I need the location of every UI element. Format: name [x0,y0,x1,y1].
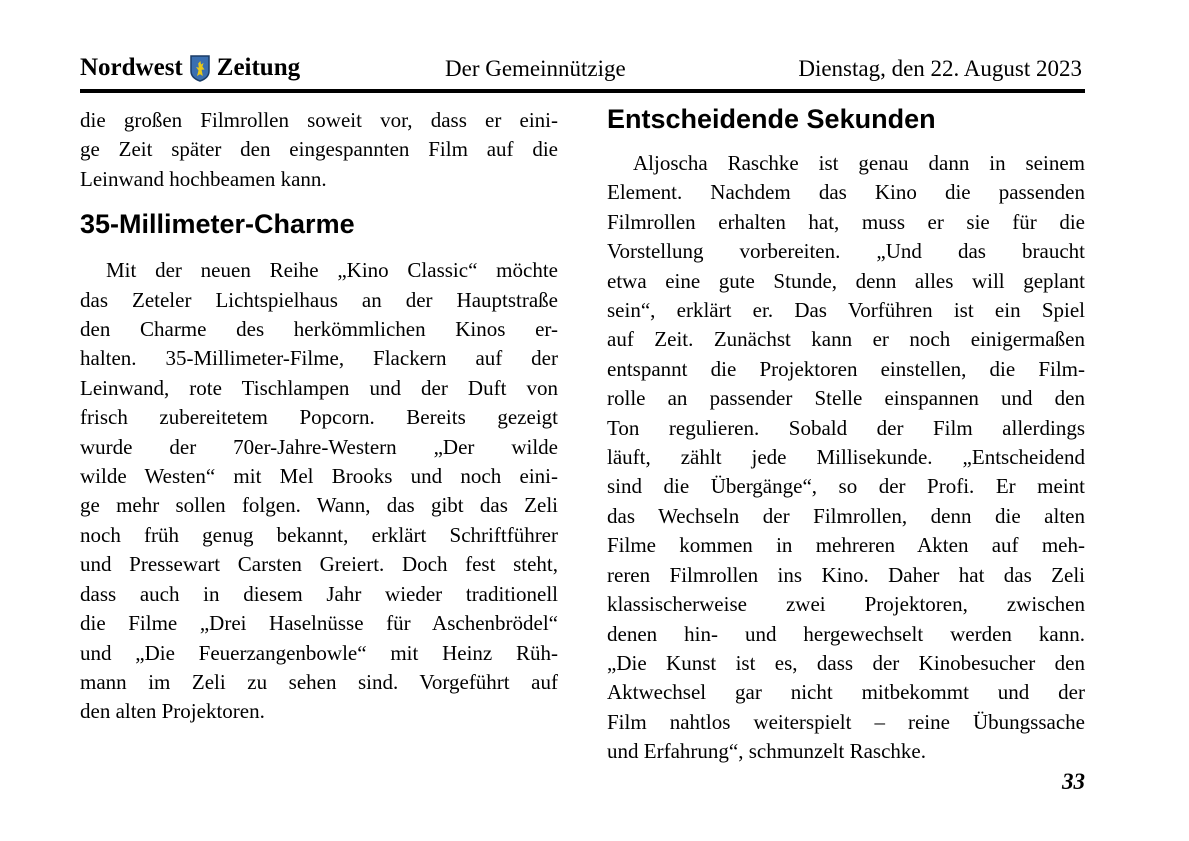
article-columns [80,103,1085,767]
left-paragraph-body: Mit der neuen Reihe „Kino Classic“ möchte das Zeteler Lichtspielhaus an der Hauptstraße den Charme des herkömmlichen Kinos er- halten. 35-Millimeter-Filme, Flackern auf der Leinwand, rote Tischlampen und der Duft von frisch zubereitetem Popcorn. Bereits gezeigt wurde der 70er-Jahre-Western „Der wilde wilde Westen“ mit Mel Brooks und noch eini- ge mehr sollen folgen. Wann, das gibt das Zeli noch früh genug bekannt, erklärt Schriftführer und Pressewart Carsten Greiert. Doch fest steht, dass auch in diesem Jahr wieder traditionell die Filme „Drei Haselnüsse für Aschenbrödel“ und „Die Feuerzangenbowle“ mit Heinz Rüh- mann im Zeli zu sehen sind. Vorgeführt auf den alten Projektoren. [80,258,558,724]
left-paragraph-continuation: die großen Filmrollen soweit vor, dass er eini- ge Zeit später den eingespannten Film auf die Leinwand hochbeamen kann. [80,108,558,191]
masthead [80,54,1085,88]
page-number: 33 [1062,769,1085,794]
newspaper-name-right: Zeitung [216,54,301,81]
newspaper-logo [80,54,300,82]
left-column [80,103,558,767]
edition-title: Der Gemeinnützige [445,56,626,81]
issue-date: Dienstag, den 22. August 2023 [798,56,1082,81]
newspaper-name-left: Nordwest [80,54,183,81]
left-section-heading: 35-Millimeter-Charme [80,209,355,240]
right-column [607,103,1085,767]
right-paragraph-body: Aljoscha Raschke ist genau dann in seinem Element. Nachdem das Kino die passenden Filmrollen erhalten hat, muss er sie für die Vorstellung vorbereiten. „Und das braucht etwa eine gute Stunde, denn alles will geplant sein“, erklärt er. Das Vorführen ist ein Spiel auf Zeit. Zunächst kann er noch einigermaßen entspannt die Projektoren einstellen, die Film- rolle an passender Stelle einspannen und den Ton regulieren. Sobald der Film allerdings läuft, zählt jede Millisekunde. „Entscheidend sind die Übergänge“, so der Profi. Er meint das Wechseln der Filmrollen, denn die alten Filme kommen in mehreren Akten auf meh- reren Filmrollen ins Kino. Daher hat das Zeli klassischerweise zwei Projektoren, zwischen denen hin- und hergewechselt werden kann. „Die Kunst ist es, dass der Kinobesucher den Aktwechsel gar nicht mitbekommt und der Film nahtlos weiterspielt – reine Übungssache und Erfahrung“, schmunzelt Raschke. [607,151,1085,764]
right-section-heading: Entscheidende Sekunden [607,104,936,134]
masthead-rule [80,89,1085,93]
coat-of-arms-icon [190,55,210,82]
